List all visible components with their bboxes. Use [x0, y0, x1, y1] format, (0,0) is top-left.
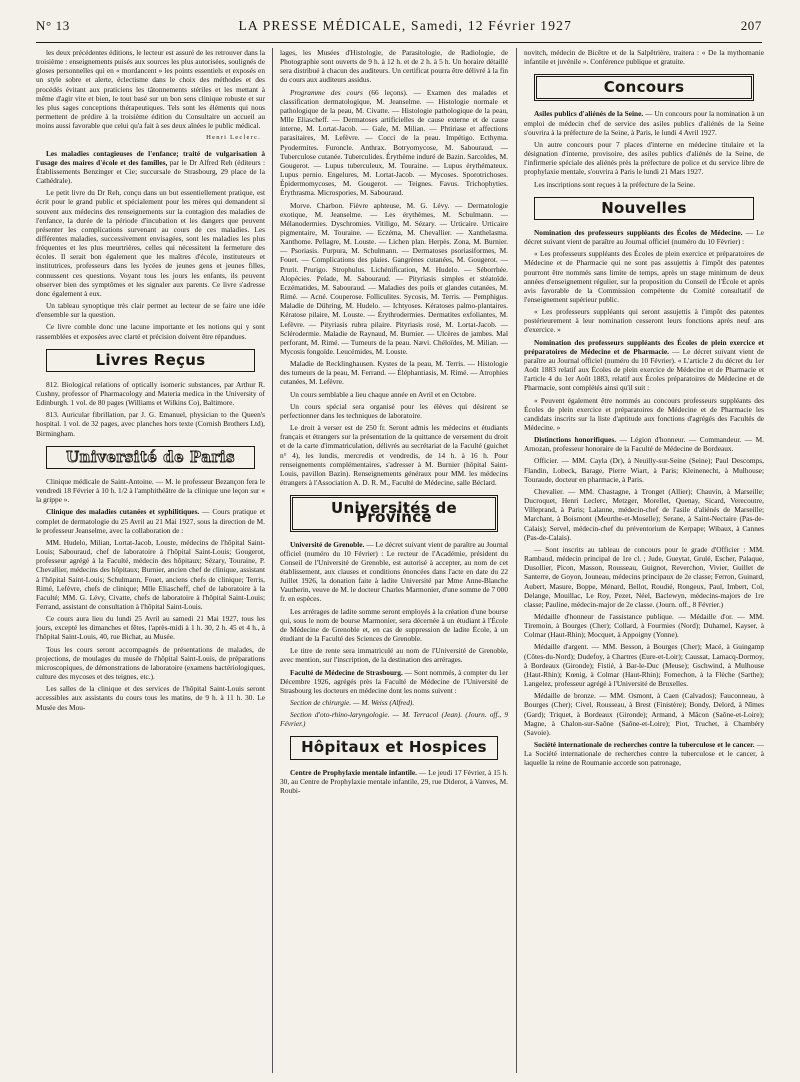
- news-item-title: Faculté de Médecine de Strasbourg.: [290, 667, 403, 677]
- section-heading-universite-paris: Université de Paris: [46, 446, 255, 469]
- news-item: Clinique médicale de Saint-Antoine. — M. le professeur Bezançon fera le vendredi 18 Février à 10 h. 1/2 à l'amphithéâtre de la clinique une leçon sur « la grippe ».: [36, 476, 265, 505]
- news-item: Section d'oto-rhino-laryngologie. — M. Terracol (Jean). (Journ. off., 9 Février.): [280, 710, 508, 729]
- programme: Morve. Charbon. Fièvre aphteuse, M. G. Lévy. — Dermatologie exotique, M. Jeanselme. — Les érythèmes, M. Schulmann. — Mélanodermies. Dyschromies. Vitiligo, M. Sézary. — Urticaire. Urticaire pigmentaire, M. Touraine. — Eczéma, M. Chevallier. — Xanthelasma. Xanthome. Pellagre, M. Louste. — Lichen plan. Herpès. Zona, M. Burnier. — Psoriasis. Purpura, M. Schulmann. — Dermatoses psoriasiformes, M. Fouet. — Complications des plaies. Gangrènes cutanées, M. Gougerot. — Prurit. Prurigo. Strophulus. Lichénification, M. Hudelo. — Séborrhée. Alopécies. Pelade, M. Sabouraud. — Pityriasis simples et stéatoïde. Eczématides, M. Sabouraud. — Maladies des poils et glandes cutanées, M. Rimé. — Acné. Couperose. Folliculites. Sycosis, M. Terris. — Pemphigus. Maladie de Dühring, M. Hudelo. — Ichtyoses. Kératoses palmo-plantaires. Kératose pilaire, M. Louste. — Érythrodermies. Dermatites exfoliantes, M. Lefèvre. — Pityriasis rubra pilaire. Pityriasis rosé, M. Lortat-Jacob. — Sclérodermie. Maladie de Raynaud, M. Burnier. — Ulcères de jambes. Mal perforant, M. Rimé. — Tumeurs de la peau. Nævi. Chéloïdes, M. Milian. — Mycosis fongoïde. Leucémides, M. Louste.: [280, 200, 508, 356]
- news-item: Médaille d'argent. — MM. Besson, à Bourges (Cher); Macé, à Guingamp (Côtes-du-Nord); Dudefoy, à Chartres (Eure-et-Loir); Caussat, Lamacq-Dormoy, à Bordeaux (Gironde); Fistié, à Bar-le-Duc (Meuse); Gschwind, à Mulhouse (Haut-Rhin); Kœnig, à Colmar (Haut-Rhin); Fomechon, à la Flèche (Sarthe); Langelez, professeur agrégé à l'Université de Bruxelles.: [524, 642, 764, 689]
- news-item: Tous les cours seront accompagnés de présentations de malades, de projections, de moulages du musée de l'hôpital Saint-Louis, de préparations microscopiques, de démonstrations de laboratoire (examens bactériologiques, culture des mycoses et des teignes, etc.).: [36, 644, 265, 682]
- section-heading-livres-recus: Livres Reçus: [46, 349, 255, 372]
- news-item: Les arrérages de ladite somme seront employés à la création d'une bourse qui, sous le nom de bourse Marmonier, sera décernée à un étudiant à l'École de Médecine de Grenoble et, en cas de suppression de ladite École, à un étudiant de la Faculté des Sciences de Grenoble.: [280, 606, 508, 644]
- programme: [280, 88, 508, 198]
- news-item: Chevalier. — MM. Chastagne, à Tronget (Allier); Chauvin, à Marseille; Ducroquet, Henri Leclerc, Metzger, Morellet, Quenay, Sicard, Verecoutre, Villeprand, à Paris; Lalanne, médecin-chef de l'asile d'aliénés de Marseille; Marchant, à Boismont (Meurthe-et-Moselle); Serane, à Saint-Nectaire (Pas-de-Calais); Servel, médecin-chef du préventorium de Kerpape; Wibaux, à Cannes (Pas-de-Calais).: [524, 486, 764, 542]
- book-entry: 813. Auricular fibrillation, par J. G. Emanuel, physician to the Queen's hospital. 1 vol. de 32 pages, avec planches hors texte (Cornish Brothers Ltd), Birmingham.: [36, 410, 265, 438]
- programme-text: (66 leçons). — Examen des malades et classification dermatologique, M. Jeanselme. — Histologie normale et pathologique de la peau, M. Civatte. — Histologie pathologique de la peau, Mlle Eliascheff. — Dermatoses artificielles de cause externe et de cause interne, M. Lortat-Jacob. — Gale, M. Milian. — Phtiriase et affections parasitaires, M. Lefèvre. — Cocci de la peau. Impétigo. Ecthyma. Pyodermites. Furoncle. Anthrax. Botryomycose, M. Sabouraud. — Tuberculose cutanée. Tuberculides. Érythème induré de Bazin. Sarcoïdes, M. Gougerot. — Lupus tuberculeux, M. Touraine. — Lupus érythémateux. Lupus pernio. Engelures, M. Lortat-Jacob. — Mycoses. Sporotrichoses. Épidermomycoses, M. Gougerot. — Teignes. Favus. Trichophyties. Érythrasma. Microspories, M. Sabouraud.: [280, 87, 508, 198]
- news-item-title: Asiles publics d'aliénés de la Seine.: [534, 109, 644, 119]
- news-item-text: — Le décret suivant vient de paraître au Journal officiel (numéro du 10 Février) : Le recteur de l'Académie, président du Conseil de l'Université de Grenoble, est autorisé à accepter, au nom de cet établissement, aux clauses et conditions énoncées dans l'acte en date du 22 Juillet 1926, la donation faite à ladite Université par Mme Anne-Blanche Vautherin, veuve de M. le docteur Charles Marmonier, d'une somme de 7 000 fr. en espèces.: [280, 539, 508, 604]
- programme-label: Programme des cours: [290, 87, 363, 97]
- news-item-text: — Un concours pour la nomination à un emploi de médecin chef de service des asiles publics d'aliénés de la Seine s'ouvrira à la préfecture de la Seine, à Paris, le lundi 4 Avril 1927.: [524, 109, 764, 137]
- news-item-title: Centre de Prophylaxie mentale infantile.: [290, 767, 417, 777]
- news-item-text: — Le décret suivant vient de paraître au Journal officiel (numéro du 10 Février). « L'article 2 du décret du 1er Août 1883 relatif aux Écoles de plein exercice de Médecine et de Pharmacie et l'article 4 du 1er Août 1883, relatif aux Écoles préparatoires de Médecine et de Pharmacie, sont complétés ainsi qu'il suit :: [524, 346, 764, 393]
- running-header: [36, 18, 762, 38]
- news-item-heading: [524, 435, 764, 453]
- masthead-title: LA PRESSE MÉDICALE, Samedi, 12 Février 1927: [238, 18, 573, 33]
- news-item-text: — Le jeudi 17 Février, à 15 h. 30, au Centre de Prophylaxie mentale infantile, 29, rue Diderot, à Vanves, M. Roubi-: [280, 767, 508, 795]
- column-divider: [272, 48, 273, 1073]
- news-item: Le droit à verser est de 250 fr. Seront admis les médecins et étudiants français et étrangers sur la présentation de la quittance de versement du droit et de la carte d'immatriculation, délivrés au secrétariat de la Faculté (guichet n° 4), les lundis, mercredis et vendredis, de 14 h. à 16 h. Pour renseignements complémentaires, s'adresser à M. Burnier (hôpital Saint-Louis, pavillon Bazin). Renseignements généraux pour MM. les médecins étrangers à l'Association A. D. R. M., Faculté de Médecine, salle Béclard.: [280, 423, 508, 488]
- news-item-title: Nomination des professeurs suppléants des Écoles de Médecine.: [534, 227, 743, 237]
- header-rule: [36, 42, 762, 43]
- news-item-title: Société internationale de recherches contre la tuberculose et le cancer.: [534, 740, 755, 749]
- news-item-title: Distinctions honorifiques.: [534, 435, 617, 445]
- issue-number: N° 13: [36, 18, 70, 33]
- news-item: Le titre de rente sera immatriculé au nom de l'Université de Grenoble, avec mention, sur l'inscription, de la destination des arrérages.: [280, 646, 508, 665]
- news-item-heading: [36, 507, 265, 534]
- news-item: « Peuvent également être nommés au concours professeurs suppléants des Écoles de plein exercice et préparatoires de Médecine et de Pharmacie les candidats inscrits sur la liste d'aptitude aux fonctions d'agrégés des Facultés de Médecine. »: [524, 395, 764, 432]
- page-number: 207: [740, 18, 762, 33]
- programme: Maladie de Recklinghausen. Kystes de la peau, M. Terris. — Histologie des tumeurs de la peau, M. Ferrand. — Éléphantiasis, M. Rimé. — Atrophies cutanées, M. Lefèvre.: [280, 359, 508, 387]
- news-item-text: — Le décret suivant vient de paraître au Journal officiel (numéro du 10 Février) :: [524, 227, 764, 247]
- column-3: [524, 48, 764, 1073]
- news-item: Un cours spécial sera organisé pour les élèves qui désirent se perfectionner dans les techniques de laboratoire.: [280, 401, 508, 420]
- news-item: Les salles de la clinique et des services de l'hôpital Saint-Louis seront accessibles aux assistants du cours tous les matins, de 9 h. à 11 h. 30. Le Musée des Mou-: [36, 684, 265, 712]
- news-item-title: Clinique des maladies cutanées et syphilitiques.: [46, 507, 200, 517]
- news-item-heading: [524, 740, 764, 767]
- news-item: Médaille de bronze. — MM. Osmont, à Caen (Calvados); Fauconneau, à Bourges (Cher); Civel, Rousseau, à Brest (Finistère); Bondy, Delord, à Nîmes (Gard); Triquet, à Bordeaux (Gironde); Armand, à Mâcon (Saône-et-Loire); Magne, à Chalon-sur-Saône (Saône-et-Loire); Piot, Truchet, à Chambéry (Savoie).: [524, 691, 764, 737]
- news-item-heading: [524, 109, 764, 136]
- review-2-body: Le petit livre du Dr Reh, conçu dans un but essentiellement pratique, est écrit pour le grand public et spécialement pour les mères qui demandent si souvent aux médecins des renseignements sur la contagion des maladies de l'enfance, la durée de la période d'incubation et les dangers que peuvent présenter les complications survenant au cours de ces maladies. Les différentes maladies, successivement envisagées, sont les maladies les plus fréquentes et les plus meurtrières, celles qui nécessitent la fermeture des écoles. Il serait bon également que les maîtres d'école, instituteurs et institutrices, professeurs dans les lycées de jeunes gens et jeunes filles, connussent ces questions. Voyant tous les jours les enfants, ils peuvent observer bien des symptômes et les signaler aux parents. Ce livre s'adresse donc également à eux.: [36, 188, 265, 298]
- news-item: Les inscriptions sont reçues à la préfecture de la Seine.: [534, 179, 696, 189]
- section-heading-hopitaux: Hôpitaux et Hospices: [290, 736, 498, 759]
- news-item: « Les professeurs suppléants des Écoles de plein exercice et préparatoires de Médecine et de Pharmacie qui ne sont pas assujettis à l'impôt des patentes pourront être nommés sans limite de temps, après un stage minimum de deux années d'enseignement régulier, sur la proposition du Conseil de l'École et après avis favorable de la Commission compétente du Comité consultatif de l'enseignement supérieur public.: [524, 249, 764, 304]
- news-item-heading: [280, 668, 508, 695]
- column-divider: [516, 48, 517, 1073]
- news-item-title: Université de Grenoble.: [290, 539, 365, 549]
- news-item: Officier. — MM. Cayla (Dr), à Neuilly-sur-Seine (Seine); Paul Descomps, Flandin, Lobeck, Barage, Pierre Wiart, à Paris; Kleinenecht, à Mulhouse; Touraude, docteur en pharmacie, à Paris.: [524, 456, 764, 484]
- column-1: [36, 48, 265, 1073]
- news-item-text: — Légion d'honneur. — Commandeur. — M. Arnozan, professeur honoraire de la Faculté de Médecine de Bordeaux.: [524, 435, 764, 454]
- news-item: « Les professeurs suppléants qui seront assujettis à l'impôt des patentes postérieurement à leur nomination cesseront leurs fonctions après neuf ans d'exercice. »: [524, 307, 764, 335]
- review-2-heading: [36, 149, 265, 186]
- news-item-text: — La Société internationale de recherches contre la tuberculose et le cancer, à laquelle la reine de Roumanie accorde son patronage,: [524, 740, 764, 768]
- section-heading-concours: Concours: [534, 74, 754, 101]
- review-2-title: Les maladies contagieuses de l'enfance; traité de vulgarisation à l'usage des maires d'école et des familles,: [36, 148, 265, 167]
- news-item: Un autre concours pour 7 places d'interne en médecine titulaire et la désignation d'interne, provisoire, des asiles publics d'aliénés de la Seine, de l'infirmerie spéciale des aliénés près la préfecture de police et du service libre de prophylaxie mentale, s'ouvrira à Paris le lundi 21 Mars 1927.: [524, 139, 764, 177]
- news-item: Ce cours aura lieu du lundi 25 Avril au samedi 21 Mai 1927, tous les jours, excepté les dimanches et fêtes, l'après-midi à 1 h. 30, 2 h. 45 et 4 h., à l'hôpital Saint-Louis, 40, rue Bichat, au Musée.: [36, 614, 265, 642]
- news-item: Section de chirurgie. — M. Weiss (Alfred).: [290, 698, 415, 707]
- news-item: MM. Hudelo, Milian, Lortat-Jacob, Louste, médecins de l'hôpital Saint-Louis; Sabouraud, chef de laboratoire à l'hôpital Saint-Louis; Gougerot, professeur agrégé à la Faculté, médecin des hôpitaux; Sézary, Touraine, P. Chevallier, médecins des hôpitaux; Burnier, ancien chef de clinique, assistant à l'hôpital Saint-Louis; Schulmann, Fouet, anciens chefs de clinique; Terris, Rimé, Lefèvre, chefs de clinique; Mlle Eliascheff, chef de laboratoire à la Faculté; MM. G. Lévy, Civatte, chefs de laboratoire à l'hôpital Saint-Louis; Ferrand, assistant de consultation à l'hôpital Saint-Louis.: [36, 537, 265, 611]
- section-heading-nouvelles: Nouvelles: [534, 197, 754, 220]
- column-2: [280, 48, 508, 1073]
- review-continuation: les deux précédentes éditions, le lecteur est assuré de les retrouver dans la troisième : enseignements puisés aux sources les plus autorisées, soulignés de gloses personnelles qui en « mordancent » les points essentiels et exposés en un style sobre et alerte, éclectisme dans le choix des méthodes et des procédés évitant aux praticiens les tâtonnements stériles et les mettant à même d'agir vite et bien, le tout basé sur un bon sens clinique robuste et sur les plus sages conceptions thérapeutiques. Tels sont les éléments qui nous permettent de prédire à la troisième édition du Consultaire un accueil au moins aussi favorable que celui qu'a fait à ses deux aînées le public médical.: [36, 48, 265, 131]
- section-heading-universites-province: Universités de Province: [290, 495, 498, 531]
- review-2-body: Un tableau synoptique très clair permet au lecteur de se faire une idée d'ensemble sur la question.: [36, 301, 265, 320]
- review-signature: Henri Leclerc.: [206, 134, 261, 142]
- news-item-heading: [524, 338, 764, 393]
- review-2-body: Ce livre comble donc une lacune importante et les notions qui y sont rassemblées et exposées avec clarté et précision doivent être répandues.: [36, 322, 265, 341]
- news-item-title: Nomination des professeurs suppléants des Écoles de plein exercice et préparatoires de Médecine et de Pharmacie.: [524, 337, 764, 356]
- news-item-text: — Cours pratique et complet de dermatologie du 25 Avril au 21 Mai 1927, sous la direction de M. le professeur Jeanselme, avec la collaboration de :: [36, 507, 265, 535]
- news-item-heading: [280, 768, 508, 795]
- news-item-heading: [524, 228, 764, 246]
- news-item: novitch, médecin de Bicêtre et de la Salpêtrière, traitera : « De la mythomanie infantile et juvénile ». Conférence publique et gratuite.: [524, 48, 764, 67]
- news-item: Un cours semblable a lieu chaque année en Avril et en Octobre.: [290, 389, 477, 399]
- news-item: lages, les Musées d'Histologie, de Parasitologie, de Radiologie, de Photographie sont ouverts de 9 h. à 12 h. et de 2 h. à 5 h. Un horaire détaillé sera distribué à chacun des auditeurs. Un certificat pourra être délivré à la fin du cours aux auditeurs assidus.: [280, 48, 508, 85]
- news-item: — Sont inscrits au tableau de concours pour le grade d'Officier : MM. Rambaud, médecin principal de 1re cl. ; Jude, Gueytat, Grulé, Escher, Palaque, Dusollier, Picon, Masson, Rousseau, Guignot, Reverchon, Vivier, Guillet de Santerre, de Goyon, Jouneau, médecins principaux de 2e classe; Ferron, Guinard, Aubert, Masure, Boppe, Ménard, Bellot, Roudié, Rongeux, Paul, Imbert, Col, Delange, Mouillac, Le Roy, Pezet, Néel, Baclewyn, médecins-majors de 1re classe; Pauline, médecin-major de 2e classe. (Journ. off., 8 Février.): [524, 544, 764, 609]
- review-2-details: par le Dr Alfred Reh (éditeurs : Établissements Benzinger et Cie; succursale de Strasbourg, 29 place de la Cathédrale).: [36, 157, 265, 186]
- news-item-heading: [280, 540, 508, 604]
- news-item: Médaille d'honneur de l'assistance publique. — Médaille d'or. — MM. Tiremoin, à Bourges (Cher); Collard, à Fourmies (Nord); Duhamel, Kayser, à Colmar (Haut-Rhin); Mocquet, à Appoigny (Yonne).: [524, 611, 764, 640]
- book-entry: 812. Biological relations of optically isomeric substances, par Arthur R. Cushny, professor of Pharmacology and Materia medica in the University of Edinburgh. 1 vol. de 80 pages (Williams et Wilkins Co), Baltimore.: [36, 379, 265, 408]
- news-item-text: — Sont nommés, à compter du 1er Décembre 1926, agrégés près la Faculté de Médecine de l'Université de Strasbourg les docteurs en médecine dont les noms suivent :: [280, 667, 508, 695]
